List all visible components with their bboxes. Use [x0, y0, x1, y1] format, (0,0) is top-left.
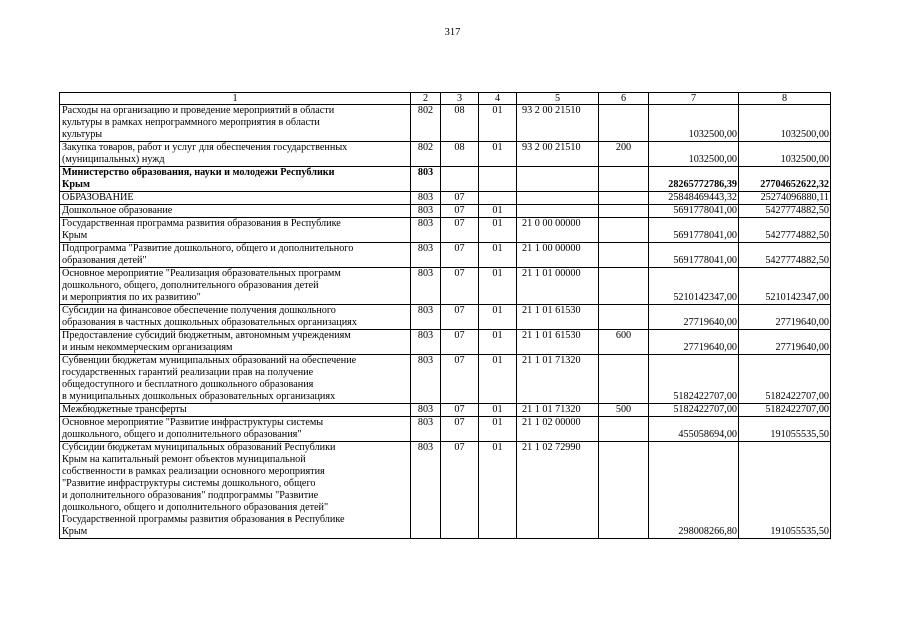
- column-header: 8: [739, 93, 831, 105]
- item-name-cell: [60, 330, 411, 355]
- table-row: [60, 305, 831, 330]
- item-name-line: Крым: [62, 230, 88, 241]
- expense-type-cell: [599, 205, 649, 218]
- section-code-cell: 07: [441, 330, 479, 355]
- subsection-code-cell: 01: [479, 243, 517, 268]
- item-name-line: Основное мероприятие "Развитие инфраструктуры системы: [62, 417, 324, 428]
- amount-year1-cell: 5691778041,00: [649, 205, 739, 218]
- item-name-cell: [60, 192, 411, 205]
- amount-year1-cell: 5691778041,00: [649, 218, 739, 243]
- item-name-line: общедоступного и бесплатного дошкольного образования: [62, 379, 314, 390]
- target-article-cell: 21 1 02 00000: [517, 417, 599, 442]
- ministry-code-cell: 803: [411, 355, 441, 404]
- table-row: [60, 105, 831, 142]
- item-name-cell: [60, 355, 411, 404]
- amount-year2-cell: 27719640,00: [739, 330, 831, 355]
- target-article-cell: [517, 192, 599, 205]
- section-code-cell: 08: [441, 105, 479, 142]
- budget-table: [59, 92, 831, 539]
- item-name-cell: [60, 218, 411, 243]
- amount-year1-cell: 27719640,00: [649, 305, 739, 330]
- subsection-code-cell: [479, 167, 517, 192]
- item-name-line: Государственной программы развития образования в Республике: [62, 514, 345, 525]
- target-article-cell: 93 2 00 21510: [517, 105, 599, 142]
- section-code-cell: 07: [441, 243, 479, 268]
- subsection-code-cell: 01: [479, 355, 517, 404]
- item-name-cell: [60, 305, 411, 330]
- subsection-code-cell: 01: [479, 268, 517, 305]
- section-code-cell: 07: [441, 417, 479, 442]
- table-row: [60, 243, 831, 268]
- item-name-line: и мероприятия по их развитию": [62, 292, 201, 303]
- item-name-line: "Развитие инфраструктуры системы дошкольного, общего: [62, 478, 316, 489]
- item-name-line: собственности в рамках реализации основного мероприятия: [62, 466, 325, 477]
- table-row: [60, 167, 831, 192]
- section-code-cell: 07: [441, 442, 479, 539]
- subsection-code-cell: 01: [479, 105, 517, 142]
- section-code-cell: [441, 167, 479, 192]
- subsection-code-cell: 01: [479, 218, 517, 243]
- item-name-line: Субсидии бюджетам муниципальных образований Республики: [62, 442, 336, 453]
- column-header: 2: [411, 93, 441, 105]
- item-name-line: дошкольного, общего, дополнительного образования детей: [62, 280, 319, 291]
- amount-year2-cell: 25274096880,11: [739, 192, 831, 205]
- amount-year1-cell: 5182422707,00: [649, 355, 739, 404]
- amount-year2-cell: 5427774882,50: [739, 243, 831, 268]
- table-row: [60, 355, 831, 404]
- item-name-line: в муниципальных дошкольных образовательных организациях: [62, 391, 336, 402]
- table-row: [60, 417, 831, 442]
- target-article-cell: 21 1 01 71320: [517, 404, 599, 417]
- item-name-line: Крым на капитальный ремонт объектов муниципальной: [62, 454, 306, 465]
- item-name-line: Дошкольное образование: [62, 205, 173, 216]
- section-code-cell: 08: [441, 142, 479, 167]
- subsection-code-cell: 01: [479, 404, 517, 417]
- table-row: [60, 218, 831, 243]
- section-code-cell: 07: [441, 355, 479, 404]
- item-name-line: Государственная программа развития образования в Республике: [62, 218, 341, 229]
- item-name-line: Основное мероприятие "Реализация образовательных программ: [62, 268, 341, 279]
- table-row: [60, 330, 831, 355]
- expense-type-cell: 600: [599, 330, 649, 355]
- item-name-line: дошкольного, общего и дополнительного образования детей": [62, 502, 329, 513]
- section-code-cell: 07: [441, 404, 479, 417]
- column-header: 5: [517, 93, 599, 105]
- page-number: 317: [444, 27, 461, 38]
- table-row: [60, 142, 831, 167]
- ministry-code-cell: 803: [411, 442, 441, 539]
- ministry-code-cell: 803: [411, 305, 441, 330]
- item-name-line: Субвенции бюджетам муниципальных образований на обеспечение: [62, 355, 357, 366]
- section-code-cell: 07: [441, 218, 479, 243]
- expense-type-cell: [599, 167, 649, 192]
- section-code-cell: 07: [441, 205, 479, 218]
- item-name-line: дошкольного, общего и дополнительного образования": [62, 429, 302, 440]
- item-name-line: ОБРАЗОВАНИЕ: [62, 192, 134, 203]
- item-name-line: Расходы на организацию и проведение мероприятий в области: [62, 105, 335, 116]
- item-name-line: государственных гарантий реализации прав на получение: [62, 367, 314, 378]
- target-article-cell: 21 1 01 61530: [517, 305, 599, 330]
- amount-year2-cell: 5427774882,50: [739, 218, 831, 243]
- item-name-line: Крым: [62, 179, 90, 190]
- target-article-cell: 21 1 01 00000: [517, 268, 599, 305]
- ministry-code-cell: 803: [411, 243, 441, 268]
- amount-year2-cell: 191055535,50: [739, 442, 831, 539]
- amount-year2-cell: 5427774882,50: [739, 205, 831, 218]
- target-article-cell: 21 0 00 00000: [517, 218, 599, 243]
- ministry-code-cell: 803: [411, 404, 441, 417]
- item-name-line: образования в частных дошкольных образовательных организациях: [62, 317, 357, 328]
- item-name-cell: [60, 205, 411, 218]
- amount-year1-cell: 1032500,00: [649, 105, 739, 142]
- column-header: 3: [441, 93, 479, 105]
- expense-type-cell: [599, 268, 649, 305]
- item-name-line: культуры в рамках непрограммного мероприятия в области: [62, 117, 320, 128]
- ministry-code-cell: 803: [411, 167, 441, 192]
- amount-year1-cell: 25848469443,32: [649, 192, 739, 205]
- table-row: [60, 205, 831, 218]
- amount-year1-cell: 5182422707,00: [649, 404, 739, 417]
- expense-type-cell: 500: [599, 404, 649, 417]
- item-name-line: и дополнительного образования" подпрограммы "Развитие: [62, 490, 319, 501]
- subsection-code-cell: 01: [479, 442, 517, 539]
- item-name-cell: [60, 442, 411, 539]
- target-article-cell: 21 1 00 00000: [517, 243, 599, 268]
- table-row: [60, 192, 831, 205]
- amount-year2-cell: 5182422707,00: [739, 355, 831, 404]
- subsection-code-cell: 01: [479, 305, 517, 330]
- ministry-code-cell: 803: [411, 268, 441, 305]
- target-article-cell: [517, 205, 599, 218]
- expense-type-cell: [599, 243, 649, 268]
- ministry-code-cell: 803: [411, 330, 441, 355]
- item-name-cell: [60, 142, 411, 167]
- expense-type-cell: [599, 105, 649, 142]
- section-code-cell: 07: [441, 305, 479, 330]
- amount-year1-cell: 28265772786,39: [649, 167, 739, 192]
- target-article-cell: [517, 167, 599, 192]
- item-name-cell: [60, 167, 411, 192]
- amount-year1-cell: 1032500,00: [649, 142, 739, 167]
- item-name-cell: [60, 404, 411, 417]
- ministry-code-cell: 803: [411, 205, 441, 218]
- amount-year1-cell: 5691778041,00: [649, 243, 739, 268]
- expense-type-cell: [599, 192, 649, 205]
- target-article-cell: 21 1 01 71320: [517, 355, 599, 404]
- section-code-cell: 07: [441, 192, 479, 205]
- ministry-code-cell: 803: [411, 192, 441, 205]
- expense-type-cell: 200: [599, 142, 649, 167]
- item-name-cell: [60, 243, 411, 268]
- section-code-cell: 07: [441, 268, 479, 305]
- amount-year1-cell: 298008266,80: [649, 442, 739, 539]
- amount-year2-cell: 27704652622,32: [739, 167, 831, 192]
- subsection-code-cell: 01: [479, 330, 517, 355]
- table-row: [60, 404, 831, 417]
- amount-year1-cell: 455058694,00: [649, 417, 739, 442]
- expense-type-cell: [599, 218, 649, 243]
- item-name-line: культуры: [62, 129, 103, 140]
- target-article-cell: 21 1 01 61530: [517, 330, 599, 355]
- amount-year2-cell: 27719640,00: [739, 305, 831, 330]
- ministry-code-cell: 803: [411, 417, 441, 442]
- item-name-line: Межбюджетные трансферты: [62, 404, 187, 415]
- column-header: 1: [60, 93, 411, 105]
- amount-year2-cell: 5210142347,00: [739, 268, 831, 305]
- table-row: [60, 268, 831, 305]
- amount-year1-cell: 27719640,00: [649, 330, 739, 355]
- ministry-code-cell: 802: [411, 142, 441, 167]
- expense-type-cell: [599, 305, 649, 330]
- subsection-code-cell: 01: [479, 417, 517, 442]
- item-name-line: Субсидии на финансовое обеспечение получения дошкольного: [62, 305, 336, 316]
- table-row: [60, 442, 831, 539]
- table-body: [60, 93, 831, 539]
- subsection-code-cell: [479, 192, 517, 205]
- column-header: 6: [599, 93, 649, 105]
- item-name-line: Крым: [62, 526, 88, 537]
- column-header: 4: [479, 93, 517, 105]
- target-article-cell: 21 1 02 72990: [517, 442, 599, 539]
- ministry-code-cell: 802: [411, 105, 441, 142]
- amount-year2-cell: 191055535,50: [739, 417, 831, 442]
- column-header: 7: [649, 93, 739, 105]
- subsection-code-cell: 01: [479, 142, 517, 167]
- target-article-cell: 93 2 00 21510: [517, 142, 599, 167]
- table-header-row: [60, 93, 831, 105]
- expense-type-cell: [599, 355, 649, 404]
- subsection-code-cell: 01: [479, 205, 517, 218]
- item-name-line: Министерство образования, науки и молодежи Республики: [62, 167, 335, 178]
- item-name-line: Закупка товаров, работ и услуг для обеспечения государственных: [62, 142, 348, 153]
- amount-year1-cell: 5210142347,00: [649, 268, 739, 305]
- item-name-line: Подпрограмма "Развитие дошкольного, общего и дополнительного: [62, 243, 354, 254]
- item-name-line: и иным некоммерческим организациям: [62, 342, 233, 353]
- item-name-line: образования детей": [62, 255, 147, 266]
- amount-year2-cell: 5182422707,00: [739, 404, 831, 417]
- item-name-line: (муниципальных) нужд: [62, 154, 165, 165]
- expense-type-cell: [599, 442, 649, 539]
- item-name-cell: [60, 268, 411, 305]
- item-name-line: Предоставление субсидий бюджетным, автономным учреждениям: [62, 330, 351, 341]
- amount-year2-cell: 1032500,00: [739, 142, 831, 167]
- item-name-cell: [60, 105, 411, 142]
- ministry-code-cell: 803: [411, 218, 441, 243]
- amount-year2-cell: 1032500,00: [739, 105, 831, 142]
- expense-type-cell: [599, 417, 649, 442]
- item-name-cell: [60, 417, 411, 442]
